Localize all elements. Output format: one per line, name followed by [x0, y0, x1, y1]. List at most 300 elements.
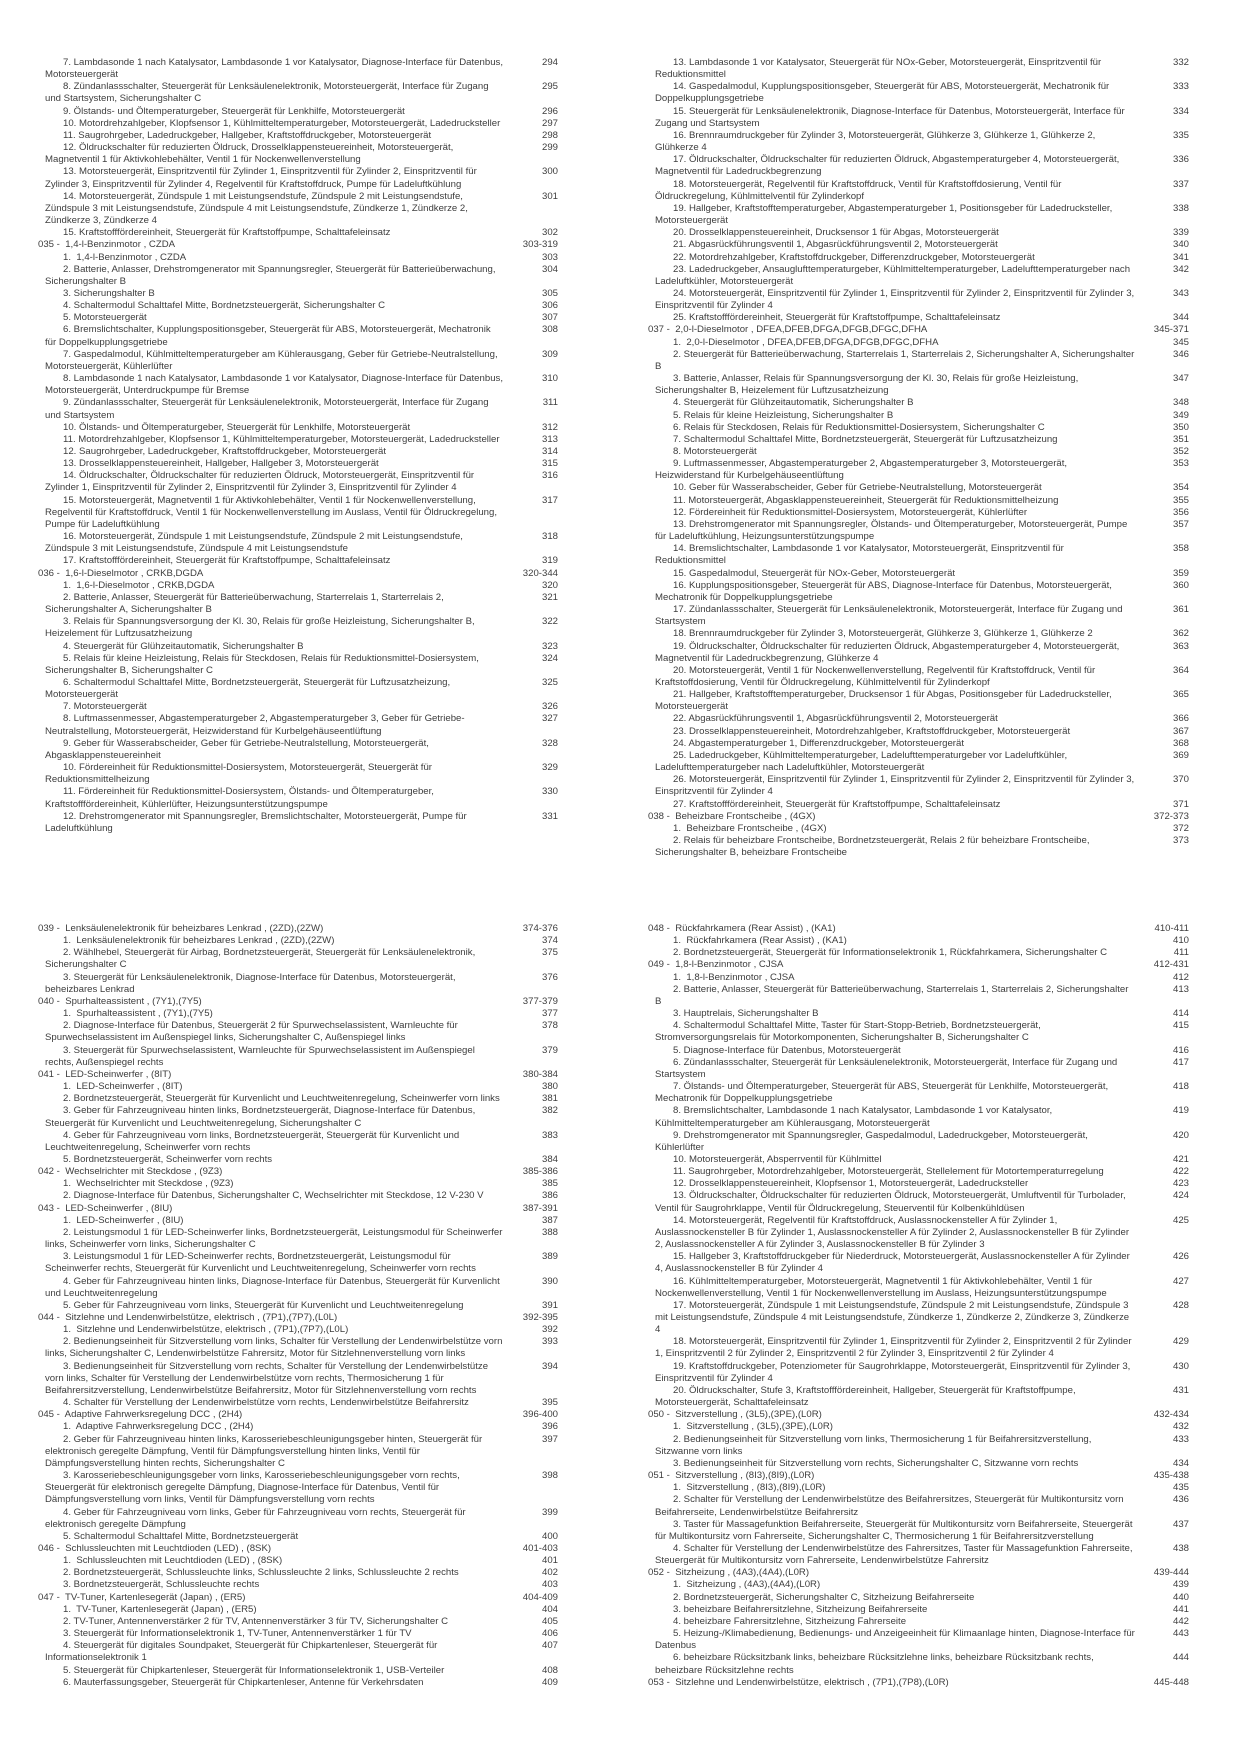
entry-page-number: 308 [541, 324, 558, 336]
entry-page-number: 301 [541, 190, 558, 202]
entry-page-number: 425 [1172, 1214, 1189, 1226]
toc-entry [38, 1604, 558, 1616]
entry-page-number: 428 [1172, 1299, 1189, 1311]
toc-entry [648, 203, 1189, 227]
toc-section-entry [38, 1166, 558, 1178]
toc-entry [648, 580, 1189, 604]
entry-page-number: 396 [541, 1421, 558, 1433]
toc-entry [38, 1227, 558, 1251]
entry-text: 16. Brennraumdruckgeber für Zylinder 3, Motorsteuergerät, Glühkerze 3, Glühkerze 1, Glühkerze 2, Glühkerze 4 [655, 129, 1098, 154]
entry-text: 9. Zündanlassschalter, Steuergerät für Lenksäulenelektronik, Motorsteuergerät, Interface für Zugang und Startsystem [45, 397, 492, 421]
entry-page-number: 361 [1172, 604, 1189, 616]
entry-text: 6. Mauterfassungsgeber, Steuergerät für Chipkartenleser, Antenne für Verkehrsdaten [63, 1676, 424, 1688]
entry-page-number: 426 [1172, 1251, 1189, 1263]
toc-entry [648, 252, 1189, 264]
toc-entry [38, 349, 558, 373]
entry-text: 3. beheizbare Beifahrersitzlehne, Sitzheizung Beifahrerseite [673, 1603, 928, 1615]
toc-entry [648, 726, 1189, 738]
toc-entry [38, 555, 558, 567]
toc-entry [648, 568, 1189, 580]
entry-text: 11. Saugrohrgeber, Ladedruckgeber, Hallgeber, Kraftstoffdruckgeber, Motorsteuergerät [63, 129, 432, 141]
entry-page-number: 442 [1172, 1615, 1189, 1627]
entry-page-number: 403 [541, 1579, 558, 1591]
toc-entry [38, 1093, 558, 1105]
toc-entry [648, 713, 1189, 725]
toc-entry [648, 1385, 1189, 1409]
toc-entry [648, 750, 1189, 774]
entry-page-number: 352 [1172, 446, 1189, 457]
toc-entry [38, 1130, 558, 1154]
entry-page-number: 370 [1172, 774, 1189, 786]
entry-page-number: 313 [541, 433, 558, 445]
toc-section-entry [38, 1203, 558, 1215]
toc-entry [648, 482, 1189, 494]
toc-entry [38, 1665, 558, 1677]
entry-text: 3. Steuergerät für Spurwechselassistent, Warnleuchte für Spurwechselassistent im Außenspiegel rechts, Außenspiegel rechts [45, 1044, 478, 1068]
entry-page-number: 318 [541, 531, 558, 543]
entry-text: 22. Motordrehzahlgeber, Kraftstoffdruckgeber, Differenzdruckgeber, Motorsteuergerät [673, 251, 1035, 263]
entry-page-number: 349 [1172, 409, 1189, 421]
entry-page-number: 369 [1172, 749, 1189, 761]
entry-text: 14. Motorsteuergerät, Regelventil für Kraftstoffdruck, Auslassnockensteller A für Zylinder 1, Auslassnockensteller B für Zylinder 1, Auslassnockensteller A für Zylinder 2, Auslassnockensteller B für Zylinder 2, Auslassnockensteller A für Zylinder 3, Auslassnockensteller B für Zylinder 3 [655, 1214, 1132, 1251]
entry-text: 10. Motorsteuergerät, Absperrventil für Kühlmittel [673, 1153, 882, 1165]
entry-text: 5. Diagnose-Interface für Datenbus, Motorsteuergerät [673, 1044, 901, 1056]
entry-text: 4. Schaltermodul Schalttafel Mitte, Bordnetzsteuergerät, Sicherungshalter C [63, 300, 386, 312]
toc-entry [38, 264, 558, 288]
entry-page-number: 406 [541, 1628, 558, 1640]
entry-text: 7. Motorsteuergerät [63, 701, 147, 713]
entry-page-number: 429 [1172, 1336, 1189, 1348]
toc-entry [648, 1458, 1189, 1470]
toc-entry [38, 446, 558, 458]
entry-page-number: 375 [541, 947, 558, 959]
entry-text: 12. Fördereinheit für Reduktionsmittel-Dosiersystem, Motorsteuergerät, Kühlerlüfter [673, 506, 1028, 518]
entry-page-number: 376 [541, 971, 558, 983]
entry-text: 12. Öldruckschalter für reduzierten Öldruck, Drosselklappensteuereinheit, Motorsteuergerät, Magnetventil 1 für Aktivkohlebehälter, Ventil 1 für Nockenwellenverstellung [45, 142, 457, 166]
entry-text: 25. Ladedruckgeber, Kühlmitteltemperaturgeber, Ladelufttemperaturgeber vor Ladeluftkühler, Ladelufttemperaturgeber nach Ladeluftkühler, Motorsteuergerät [655, 749, 1070, 774]
entry-text: 24. Abgastemperaturgeber 1, Differenzdruckgeber, Motorsteuergerät [673, 737, 965, 749]
index-column-top-left [38, 57, 558, 835]
toc-entry [648, 130, 1189, 154]
entry-text: 7. Ölstands- und Öltemperaturgeber, Steuergerät für ABS, Steuergerät für Lenkhilfe, Motorsteuergerät, Mechatronik für Doppelkupplungsgetriebe [655, 1081, 1111, 1105]
toc-section-entry [648, 1409, 1189, 1421]
entry-text: 6. beheizbare Rücksitzbank links, beheizbare Rücksitzlehne links, beheizbare Rücksitzbank rechts, beheizbare Rücksitzlehne rechts [655, 1652, 1097, 1676]
toc-entry [38, 106, 558, 118]
entry-page-number: 320 [541, 579, 558, 591]
entry-text: 4. Geber für Fahrzeugniveau hinten links, Diagnose-Interface für Datenbus, Steuergerät für Kurvenlicht und Leuchtweitenregelung [45, 1275, 503, 1299]
entry-text: 21. Abgasrückführungsventil 1, Abgasrückführungsventil 2, Motorsteuergerät [673, 239, 998, 251]
entry-page-number: 300 [541, 166, 558, 178]
entry-page-number: 439 [1172, 1579, 1189, 1591]
entry-text: 18. Brennraumdruckgeber für Zylinder 3, Motorsteuergerät, Glühkerze 3, Glühkerze 1, Glühkerze 2 [673, 628, 1093, 640]
entry-page-number: 317 [541, 494, 558, 506]
entry-page-number: 311 [542, 397, 558, 409]
entry-text: 3. Karosseriebeschleunigungsgeber vorn links, Karosseriebeschleunigungsgeber vorn rechts, Steuergerät für elektronisch geregelte Dämpfung, Diagnose-Interface für Datenbus, Ventil für Dämpfungsverstellung vorn links, Ventil für Dämpfungsverstellung vorn rechts [45, 1470, 463, 1506]
entry-text: 046 - Schlussleuchten mit Leuchtdioden (LED) , (8SK) [38, 1542, 272, 1554]
entry-text: 22. Abgasrückführungsventil 1, Abgasrückführungsventil 2, Motorsteuergerät [673, 713, 998, 725]
toc-entry [38, 1081, 558, 1093]
entry-text: 7. Lambdasonde 1 nach Katalysator, Lambdasonde 1 vor Katalysator, Diagnose-Interface für Datenbus, Motorsteuergerät [45, 57, 506, 81]
toc-section-entry [38, 996, 558, 1008]
toc-entry [38, 288, 558, 300]
entry-page-number: 423 [1172, 1178, 1189, 1190]
entry-text: 048 - Rückfahrkamera (Rear Assist) , (KA1) [648, 923, 836, 934]
toc-entry [648, 1482, 1189, 1494]
entry-page-number: 356 [1172, 506, 1189, 518]
entry-page-number: 305 [541, 287, 558, 299]
entry-page-number: 344 [1172, 312, 1189, 324]
toc-section-entry [38, 1543, 558, 1555]
entry-page-number: 353 [1172, 458, 1189, 470]
toc-entry [38, 1470, 558, 1506]
toc-entry [648, 738, 1189, 750]
entry-page-number: 314 [541, 446, 558, 457]
toc-entry [38, 470, 558, 494]
toc-section-entry [38, 923, 558, 935]
entry-text: 8. Lambdasonde 1 nach Katalysator, Lambdasonde 1 vor Katalysator, Diagnose-Interface für Datenbus, Motorsteuergerät, Unterdruckpumpe für Bremse [45, 373, 506, 397]
entry-text: 5. Schaltermodul Schalttafel Mitte, Bordnetzsteuergerät [63, 1530, 299, 1542]
entry-page-number: 297 [541, 117, 558, 129]
entry-text: 5. Geber für Fahrzeugniveau vorn links, Steuergerät für Kurvenlicht und Leuchtweitenregelung [63, 1299, 464, 1311]
toc-entry [648, 179, 1189, 203]
entry-page-number: 348 [1172, 397, 1189, 409]
entry-text: 19. Öldruckschalter, Öldruckschalter für reduzierten Öldruck, Abgastemperaturgeber 4, Motorsteuergerät, Magnetventil für Ladedruckbegrenzung, Glühkerze 4 [655, 640, 1122, 664]
entry-text: 5. Relais für kleine Heizleistung, Relais für Steckdosen, Relais für Reduktionsmittel-Dosiersystem, Sicherungshalter B, Sicherungshalter C [45, 652, 482, 676]
entry-page-number: 402 [541, 1567, 558, 1579]
toc-section-entry [38, 1312, 558, 1324]
entry-text: 043 - LED-Scheinwerfer , (8IU) [38, 1202, 173, 1214]
toc-entry [648, 1008, 1189, 1020]
toc-section-entry [648, 959, 1189, 971]
toc-entry [648, 1300, 1189, 1336]
entry-page-number: 393 [541, 1336, 558, 1348]
toc-entry [38, 580, 558, 592]
entry-text: 2. Bordnetzsteuergerät, Sicherungshalter C, Sitzheizung Beifahrerseite [673, 1591, 975, 1603]
entry-page-number: 410 [1172, 935, 1189, 947]
entry-page-number: 424 [1172, 1190, 1189, 1202]
entry-text: 2. Wählhebel, Steuergerät für Airbag, Bordnetzsteuergerät, Steuergerät für Lenksäulenelektronik, Sicherungshalter C [45, 947, 478, 971]
entry-page-number: 437 [1172, 1518, 1189, 1530]
entry-text: 17. Zündanlassschalter, Steuergerät für Lenksäulenelektronik, Motorsteuergerät, Interface für Zugang und Startsystem [655, 604, 1126, 628]
toc-entry [648, 628, 1189, 640]
entry-text: 039 - Lenksäulenelektronik für beheizbares Lenkrad , (2ZD),(2ZW) [38, 923, 324, 934]
toc-entry [38, 935, 558, 947]
entry-page-number: 321 [541, 591, 558, 603]
toc-entry [648, 1616, 1189, 1628]
toc-entry [38, 1434, 558, 1470]
entry-page-number: 433 [1172, 1433, 1189, 1445]
entry-page-number: 360 [1172, 579, 1189, 591]
toc-entry [648, 1251, 1189, 1275]
entry-text: 15. Steuergerät für Lenksäulenelektronik, Diagnose-Interface für Datenbus, Motorsteuergerät, Interface für Zugang und Startsystem [655, 105, 1128, 129]
toc-entry [38, 252, 558, 264]
entry-page-number: 398 [541, 1470, 558, 1482]
entry-text: 20. Drosselklappensteuereinheit, Drucksensor 1 für Abgas, Motorsteuergerät [673, 227, 999, 239]
toc-entry [648, 1045, 1189, 1057]
entry-page-number: 316 [541, 470, 558, 482]
entry-text: 15. Hallgeber 3, Kraftstoffdruckgeber für Niederdruck, Motorsteuergerät, Auslassnockensteller A für Zylinder 4, Auslassnockensteller B für Zylinder 4 [655, 1251, 1133, 1275]
entry-text: 3. Sicherungshalter B [63, 287, 155, 299]
entry-page-number: 373 [1172, 835, 1189, 846]
toc-entry [38, 1251, 558, 1275]
toc-entry [38, 1579, 558, 1591]
entry-text: 10. Geber für Wasserabscheider, Geber für Getriebe-Neutralstellung, Motorsteuergerät [673, 482, 1042, 494]
entry-page-number: 414 [1172, 1008, 1189, 1020]
entry-page-number: 367 [1172, 725, 1189, 737]
toc-entry [38, 1276, 558, 1300]
entry-text: 047 - TV-Tuner, Kartenlesegerät (Japan) , (ER5) [38, 1591, 246, 1603]
toc-entry [648, 337, 1189, 349]
toc-section-entry [648, 1567, 1189, 1579]
entry-page-number: 411 [1173, 947, 1189, 959]
toc-entry [648, 422, 1189, 434]
entry-text: 17. Öldruckschalter, Öldruckschalter für reduzierten Öldruck, Abgastemperaturgeber 4, Motorsteuergerät, Magnetventil für Ladedruckbegrenzung [655, 154, 1122, 178]
toc-entry [648, 835, 1189, 859]
entry-text: 14. Motorsteuergerät, Zündspule 1 mit Leistungsendstufe, Zündspule 2 mit Leistungsendstufe, Zündspule 3 mit Leistungsendstufe, Zündspule 4 mit Leistungsendstufe, Zündkerze 1, Zündkerze 2, Zündkerze 3, Zündkerze 4 [45, 190, 471, 227]
entry-page-number: 298 [541, 129, 558, 141]
entry-page-number: 350 [1172, 421, 1189, 433]
toc-entry [648, 1592, 1189, 1604]
entry-page-number: 407 [541, 1640, 558, 1652]
entry-text: 5. Steuergerät für Chipkartenleser, Steuergerät für Informationselektronik 1, USB-Verteiler [63, 1664, 445, 1676]
entry-page-number: 436 [1172, 1494, 1189, 1506]
entry-page-number: 378 [541, 1020, 558, 1032]
entry-page-number: 404-409 [522, 1591, 558, 1603]
entry-text: 4. Schalter für Verstellung der Lendenwirbelstütze vorn rechts, Lendenwirbelstütze Beifahrersitz [63, 1397, 469, 1409]
entry-text: 14. Gaspedalmodul, Kupplungspositionsgeber, Steuergerät für ABS, Motorsteuergerät, Mechatronik für Doppelkupplungsgetriebe [655, 81, 1112, 105]
toc-entry [648, 1579, 1189, 1591]
entry-page-number: 385 [541, 1178, 558, 1190]
entry-page-number: 385-386 [522, 1166, 558, 1178]
toc-entry [648, 1178, 1189, 1190]
entry-text: 049 - 1,8-l-Benzinmotor , CJSA [648, 959, 784, 971]
entry-page-number: 430 [1172, 1360, 1189, 1372]
entry-page-number: 347 [1172, 373, 1189, 385]
entry-text: 1. Sitzheizung , (4A3),(4A4),(L0R) [673, 1579, 821, 1591]
entry-text: 3. Steuergerät für Lenksäulenelektronik, Diagnose-Interface für Datenbus, Motorsteuergerät, beheizbares Lenkrad [45, 971, 459, 995]
entry-page-number: 330 [541, 786, 558, 798]
entry-page-number: 309 [541, 348, 558, 360]
entry-text: 6. Relais für Steckdosen, Relais für Reduktionsmittel-Dosiersystem, Sicherungshalter C [673, 421, 1045, 433]
entry-page-number: 322 [541, 616, 558, 628]
toc-entry [38, 762, 558, 786]
toc-entry [38, 786, 558, 810]
entry-text: 053 - Sitzlehne und Lendenwirbelstütze, elektrisch , (7P1),(7P8),(L0R) [648, 1676, 949, 1688]
index-column-top-right [648, 57, 1189, 859]
entry-text: 5. Bordnetzsteuergerät, Scheinwerfer vorn rechts [63, 1153, 273, 1165]
toc-entry [38, 1397, 558, 1409]
entry-page-number: 432 [1172, 1421, 1189, 1433]
entry-text: 3. Hauptrelais, Sicherungshalter B [673, 1008, 819, 1020]
toc-entry [648, 543, 1189, 567]
toc-entry [38, 422, 558, 434]
entry-text: 041 - LED-Scheinwerfer , (8IT) [38, 1068, 172, 1080]
toc-entry [648, 373, 1189, 397]
entry-page-number: 368 [1172, 737, 1189, 749]
toc-entry [648, 1543, 1189, 1567]
entry-text: 10. Ölstands- und Öltemperaturgeber, Steuergerät für Lenkhilfe, Motorsteuergerät [63, 421, 411, 433]
entry-text: 2. Bedienungseinheit für Sitzverstellung vorn links, Schalter für Verstellung der Lendenwirbelstütze vorn links, Sicherungshalter C, Lendenwirbelstütze Fahrersitz, Motor für Sitzlehnenverstellung vorn links [45, 1336, 506, 1360]
entry-text: 1. Rückfahrkamera (Rear Assist) , (KA1) [673, 935, 847, 947]
toc-entry [38, 616, 558, 640]
toc-entry [648, 935, 1189, 947]
toc-entry [38, 1531, 558, 1543]
toc-entry [38, 1008, 558, 1020]
index-column-bottom-right [648, 923, 1189, 1689]
entry-page-number: 339 [1172, 227, 1189, 239]
toc-entry [648, 397, 1189, 409]
entry-page-number: 306 [541, 300, 558, 312]
toc-entry [648, 288, 1189, 312]
entry-page-number: 408 [541, 1664, 558, 1676]
entry-page-number: 399 [541, 1506, 558, 1518]
toc-entry [38, 1336, 558, 1360]
entry-page-number: 420 [1172, 1129, 1189, 1141]
entry-page-number: 396-400 [522, 1409, 558, 1421]
entry-page-number: 397 [541, 1433, 558, 1445]
entry-text: 3. Leistungsmodul 1 für LED-Scheinwerfer rechts, Bordnetzsteuergerät, Leistungsmodul für Scheinwerfer rechts, Steuergerät für Kurvenlicht und Leuchtweitenregelung, Scheinwerfer vorn rechts [45, 1251, 476, 1275]
entry-text: 20. Öldruckschalter, Stufe 3, Kraftstofffördereinheit, Hallgeber, Steuergerät für Kraftstoffpumpe, Motorsteuergerät, Schalttafeleinsatz [655, 1384, 1079, 1409]
toc-entry [648, 458, 1189, 482]
entry-page-number: 303 [541, 251, 558, 263]
toc-entry [38, 227, 558, 239]
toc-entry [648, 984, 1189, 1008]
entry-page-number: 386 [541, 1190, 558, 1202]
toc-entry [38, 312, 558, 324]
entry-text: 1. Sitzverstellung , (3L5),(3PE),(L0R) [673, 1421, 833, 1433]
entry-text: 1. 1,6-l-Dieselmotor , CRKB,DGDA [63, 579, 215, 591]
entry-text: 1. Spurhalteassistent , (7Y1),(7Y5) [63, 1008, 213, 1020]
entry-page-number: 338 [1172, 202, 1189, 214]
toc-entry [38, 130, 558, 142]
entry-page-number: 358 [1172, 543, 1189, 555]
entry-page-number: 336 [1172, 154, 1189, 166]
entry-page-number: 371 [1172, 798, 1189, 810]
toc-entry [38, 1555, 558, 1567]
entry-page-number: 410-411 [1154, 923, 1189, 934]
entry-page-number: 419 [1172, 1105, 1189, 1117]
toc-entry [648, 154, 1189, 178]
toc-section-entry [38, 239, 558, 251]
toc-entry [648, 1190, 1189, 1214]
entry-text: 045 - Adaptive Fahrwerksregelung DCC , (2H4) [38, 1409, 243, 1421]
toc-entry [648, 410, 1189, 422]
entry-page-number: 400 [541, 1530, 558, 1542]
entry-text: 1. 2,0-l-Dieselmotor , DFEA,DFEB,DFGA,DFGB,DFGC,DFHA [673, 336, 939, 348]
entry-page-number: 329 [541, 762, 558, 774]
entry-text: 3. Batterie, Anlasser, Relais für Spannungsversorgung der Kl. 30, Relais für große Heizleistung, Sicherungshalter B, Heizelement für Luftzusatzheizung [655, 373, 1081, 397]
entry-text: 8. Zündanlassschalter, Steuergerät für Lenksäulenelektronik, Motorsteuergerät, Interface für Zugang und Startsystem, Sicherungshalter C [45, 81, 492, 105]
entry-text: 16. Motorsteuergerät, Zündspule 1 mit Leistungsendstufe, Zündspule 2 mit Leistungsendstufe, Zündspule 3 mit Leistungsendstufe, Zündspule 4 mit Leistungsendstufe [45, 531, 466, 555]
entry-page-number: 299 [541, 142, 558, 154]
toc-entry [648, 641, 1189, 665]
entry-page-number: 415 [1172, 1020, 1189, 1032]
entry-page-number: 312 [541, 421, 558, 433]
entry-page-number: 296 [541, 105, 558, 117]
entry-text: 1. Adaptive Fahrwerksregelung DCC , (2H4) [63, 1421, 254, 1433]
entry-page-number: 332 [1172, 57, 1189, 68]
toc-section-entry [648, 1470, 1189, 1482]
entry-text: 1. Sitzverstellung , (8I3),(8I9),(L0R) [673, 1482, 826, 1494]
entry-page-number: 377 [541, 1008, 558, 1020]
entry-text: 051 - Sitzverstellung , (8I3),(8I9),(L0R) [648, 1470, 815, 1482]
entry-text: 1. Lenksäulenelektronik für beheizbares Lenkrad , (2ZD),(2ZW) [63, 935, 335, 947]
entry-page-number: 438 [1172, 1542, 1189, 1554]
toc-entry [648, 81, 1189, 105]
toc-entry [648, 1604, 1189, 1616]
toc-entry [648, 799, 1189, 811]
entry-page-number: 427 [1172, 1275, 1189, 1287]
entry-text: 2. Steuergerät für Batterieüberwachung, Starterrelais 1, Starterrelais 2, Sicherungshalter A, Sicherungshalter B [655, 348, 1137, 372]
entry-text: 26. Motorsteuergerät, Einspritzventil für Zylinder 1, Einspritzventil für Zylinder 2, Einspritzventil für Zylinder 3, Einspritzventil für Zylinder 4 [655, 774, 1137, 798]
entry-text: 24. Motorsteuergerät, Einspritzventil für Zylinder 1, Einspritzventil für Zylinder 2, Einspritzventil für Zylinder 3, Einspritzventil für Zylinder 4 [655, 287, 1137, 312]
entry-page-number: 392 [541, 1324, 558, 1336]
toc-section-entry [648, 324, 1189, 336]
entry-page-number: 390 [541, 1275, 558, 1287]
entry-page-number: 444 [1172, 1652, 1189, 1664]
toc-entry [648, 264, 1189, 288]
entry-page-number: 319 [541, 555, 558, 567]
toc-entry [38, 677, 558, 701]
entry-page-number: 346 [1172, 348, 1189, 360]
entry-text: 2. Leistungsmodul 1 für LED-Scheinwerfer links, Bordnetzsteuergerät, Leistungsmodul für Scheinwerfer links, Scheinwerfer vorn links, Sicherungshalter C [45, 1226, 506, 1251]
toc-entry [648, 349, 1189, 373]
entry-text: 3. Geber für Fahrzeugniveau hinten links, Bordnetzsteuergerät, Diagnose-Interface für Datenbus, Steuergerät für Kurvenlicht und Leuchtweitenregelung, Sicherungshalter C [45, 1105, 478, 1129]
toc-entry [648, 106, 1189, 130]
entry-page-number: 294 [541, 57, 558, 68]
toc-entry [38, 1640, 558, 1664]
entry-page-number: 374 [541, 935, 558, 947]
entry-text: 036 - 1,6-l-Dieselmotor , CRKB,DGDA [38, 567, 204, 579]
entry-text: 3. Taster für Massagefunktion Beifahrerseite, Steuergerät für Multikontursitz vorn Beifahrerseite, Steuergerät für Multikontursitz vorn Fahrerseite, Sicherungshalter C, Thermosicherung 1 für Beifahrersitzverstellung [655, 1518, 1136, 1542]
entry-text: 035 - 1,4-l-Benzinmotor , CZDA [38, 239, 176, 251]
toc-entry [38, 592, 558, 616]
entry-text: 7. Gaspedalmodul, Kühlmitteltemperaturgeber am Kühlerausgang, Geber für Getriebe-Neutralstellung, Motorsteuergerät, Kühlerlüfter [45, 348, 501, 372]
toc-entry [648, 1421, 1189, 1433]
entry-page-number: 333 [1172, 81, 1189, 93]
toc-entry [648, 1494, 1189, 1518]
toc-entry [38, 191, 558, 227]
entry-page-number: 343 [1172, 287, 1189, 299]
entry-page-number: 366 [1172, 713, 1189, 725]
toc-section-entry [38, 1409, 558, 1421]
toc-entry [38, 142, 558, 166]
entry-page-number: 335 [1172, 129, 1189, 141]
entry-text: 23. Drosselklappensteuereinheit, Motordrehzahlgeber, Kraftstoffdruckgeber, Motorsteuergerät [673, 725, 1071, 737]
toc-section-entry [38, 568, 558, 580]
entry-page-number: 388 [541, 1226, 558, 1238]
entry-text: 2. Bordnetzsteuergerät, Schlussleuchte links, Schlussleuchte 2 links, Schlussleuchte 2 rechts [63, 1567, 459, 1579]
entry-text: 1. LED-Scheinwerfer , (8IU) [63, 1214, 184, 1226]
entry-text: 11. Motorsteuergerät, Abgasklappensteuereinheit, Steuergerät für Reduktionsmittelheizung [673, 494, 1059, 506]
entry-page-number: 325 [541, 676, 558, 688]
entry-page-number: 337 [1172, 178, 1189, 190]
entry-page-number: 345 [1172, 336, 1189, 348]
entry-text: 15. Motorsteuergerät, Magnetventil 1 für Aktivkohlebehälter, Ventil 1 für Nockenwellenverstellung, Regelventil für Kraftstoffdruck, Ventil 1 für Nockenwellenverstellung im Auslass, Ventil für Öldruckregelung, Pumpe für Ladeluftkühlung [45, 494, 500, 530]
entry-page-number: 412 [1172, 971, 1189, 983]
entry-text: 2. Diagnose-Interface für Datenbus, Sicherungshalter C, Wechselrichter mit Steckdose, 12 V-230 V [63, 1190, 484, 1202]
toc-entry [648, 823, 1189, 835]
toc-entry [648, 227, 1189, 239]
entry-page-number: 304 [541, 263, 558, 275]
entry-page-number: 345-371 [1153, 324, 1189, 336]
toc-entry [38, 713, 558, 737]
toc-entry [38, 1215, 558, 1227]
toc-entry [38, 531, 558, 555]
toc-entry [648, 1336, 1189, 1360]
entry-text: 20. Motorsteuergerät, Ventil 1 für Nockenwellenverstellung, Regelventil für Kraftstoffdruck, Ventil für Kraftstoffdosierung, Ventil für Öldruckregelung, Kühlmittelventil für Zylinderkopf [655, 664, 1098, 688]
entry-text: 4. Steuergerät für Glühzeitautomatik, Sicherungshalter B [63, 640, 304, 652]
